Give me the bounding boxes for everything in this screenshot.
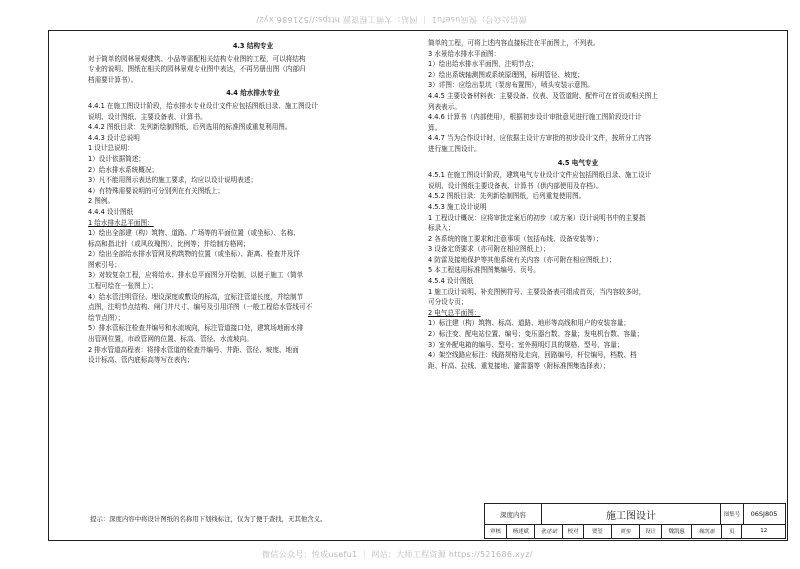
text-line: 1 给水排水总平面图： <box>88 218 154 227</box>
checker-name: 贾玺 <box>584 524 612 538</box>
text-line: 4.4.3 设计总说明 <box>88 133 140 142</box>
text-line: 3）详图：应绘出泵坑（泵房布置图），喷头安装示意图。 <box>428 81 594 90</box>
text-line: 标录入； <box>428 224 455 233</box>
text-line: 图索引号； <box>88 260 121 269</box>
text-line: 设计标高、管内底标高等写在表内； <box>88 356 194 365</box>
text-line: 1 设计总说明： <box>88 144 134 153</box>
section-heading: 4.3 结构专业 <box>232 42 274 50</box>
text-line: 5 本工程选用标准图图集编号、页号。 <box>428 266 540 275</box>
text-line: 2）绘出系统轴测图或系统原理图，标明管径、坡度； <box>428 70 584 79</box>
left-text-column <box>88 38 418 366</box>
text-line: 简单的工程，可将上述内容直接标注在平面图上，不列表。 <box>428 39 600 47</box>
text-line: 距、杆高、拉线、重复接地、避雷器等（附标准图集选择表）； <box>428 361 610 370</box>
hint-note: 提示：深度内容中将设计图纸的名称用下划线标注，仅为了便于查找，无其他含义。 <box>90 515 327 523</box>
drawing-title: 施工图设计 <box>542 504 721 524</box>
reviewer-signature: 张述斌 <box>535 524 563 538</box>
text-line: 2）标注变、配电站位置、编号；变压器台数、容量；发电机台数、容量； <box>428 330 644 339</box>
text-line: 4.4.1 在施工图设计阶段，给水排水专业设计文件应包括图纸目录、施工图设计 <box>88 101 318 110</box>
page-label: 页 <box>722 524 742 538</box>
text-line: 4.4.7 当为合作设计时，应依据主设计方审批的初步设计文件，按所分工内容 <box>428 134 652 143</box>
text-line: 4.4.4 设计图纸 <box>88 207 134 216</box>
text-line: 专业的说明、图纸在相关的园林景观专业图中表达，不再另册出图（内部归 <box>88 65 306 74</box>
designer-label: 设计 <box>640 524 662 538</box>
text-line: 出管网位置，市政管网的位置、标高、管径、水流坡向。 <box>88 335 253 344</box>
signature-row <box>485 524 785 538</box>
text-line: 对于简单的园林景观建筑、小品等需配相关结构专业图的工程，可以将结构 <box>88 54 306 63</box>
text-line: 2 各系统的施工要求和注意事项（包括布线、设备安装等）； <box>428 234 603 243</box>
text-line: 4.5.4 设计图纸 <box>428 277 474 286</box>
text-line: 3 设备定货要求（亦可附在相应图纸上）； <box>428 245 550 254</box>
checker-label: 校对 <box>563 524 583 538</box>
text-line: 工程可绘在一张图上）； <box>88 282 158 291</box>
text-line: 4.5.2 图纸目录：先列新绘制图纸，后列重复使用图。 <box>428 192 586 201</box>
text-line: 4.5.1 在施工图设计阶段，建筑电气专业设计文件应包括图纸目录、施工设计 <box>428 171 652 180</box>
text-line: 4）有特殊需要说明的可分别列在有关图纸上； <box>88 186 225 195</box>
text-line: 1）标注建（构）筑物、标高、道路、地形等高线和用户的安装容量； <box>428 319 631 328</box>
text-line: 算。 <box>428 123 442 132</box>
watermark-top: 微信公众号：悦成usefu1 ｜ 网站：大师工程资源 https://521686.xyz/ <box>256 15 527 24</box>
reviewer-name: 杨述斌 <box>507 524 535 538</box>
text-line: 1）设计依据简述； <box>88 154 145 163</box>
text-line: 3）室外配电箱的编号、型号；室外照明灯具的规格、型号、容量； <box>428 340 624 349</box>
atlas-number: 06SJ805 <box>750 510 778 518</box>
title-block-label: 深度内容 <box>485 504 542 524</box>
text-line: 档需要计算书）。 <box>88 75 138 84</box>
text-line: 2）绘出全部给水排水管网及构筑物的位置（或坐标）、距离、检查井及详 <box>88 250 300 259</box>
text-line: 进行施工图设计。 <box>428 144 481 153</box>
text-line: 4.5.3 施工设计说明 <box>428 202 487 211</box>
text-line: 1）绘出给水排水平面图，注明节点； <box>428 60 538 69</box>
text-line: 说明、设计图纸、主要设备表、计算书。 <box>88 112 207 121</box>
text-line: 1 施工设计说明、补充图例符号、主要设备表可组成首页，当内容较多时， <box>428 287 646 296</box>
text-line: 4 防雷及接地保护等其他系统有关内容（亦可附在相应图纸上）； <box>428 255 616 264</box>
text-line: 2）给水排水系统概况； <box>88 165 159 174</box>
text-line: 3）对较复杂工程，应将给水、排水总平面图分开绘制，以便于施工（简单 <box>88 271 304 280</box>
text-line: 4.4.5 主要设备材料表：主要设备、仪表、及管道附、配件可在首页或相关图上 <box>428 91 658 100</box>
text-line: 标高和指北针（或风玫瑰图）、比例等；并绘制方格网； <box>88 239 250 248</box>
text-line: 4.4.6 计算书（内部使用），根据初步设计审批意见进行施工图阶段设计计 <box>428 113 642 122</box>
checker-signature: 贾玺 <box>612 524 640 538</box>
atlas-label: 图集号 <box>721 504 744 524</box>
page-number: 12 <box>760 528 768 534</box>
title-block <box>484 503 786 539</box>
text-line: 点图，注明节点结构、闸门井尺寸、编号及引用详图（一般工程给水管线可不 <box>88 303 313 312</box>
section-heading: 4.4 给水排水专业 <box>226 89 280 98</box>
watermark-bottom: 微信公众号：悦成usefu1 ｜ 网站：大师工程资源 https://521686.xyz/ <box>262 550 533 559</box>
text-line: 4.4.2 图纸目录：先列新绘制图纸，后列选用的标准图或重复利用图。 <box>88 123 292 132</box>
text-line: 2 电气总平面图： <box>428 308 481 317</box>
text-line: 4）给水管注明管径、埋设深度或敷设的标高，宜标注管道长度，并绘制节 <box>88 292 304 301</box>
designer-signature: 魏凯惠 <box>692 524 722 538</box>
text-line: 说明、设计图纸主要设备表、计算书（供内部使用及存档）。 <box>428 181 603 190</box>
text-line: 2 图例。 <box>88 197 115 206</box>
text-line: 列表表示。 <box>428 102 461 111</box>
text-line: 3）凡不能用图示表达的施工要求，均应以设计说明表述； <box>88 176 258 185</box>
text-line: 绘节点图）； <box>88 313 125 322</box>
text-line: 3 水景给水排水平面图： <box>428 49 501 58</box>
section-heading: 4.5 电气专业 <box>557 158 599 167</box>
text-line: 1 工程设计概况：应将审批定案后的初步（或方案）设计说明书中的主要指 <box>428 213 646 222</box>
text-line: 2 排水管道高程表：将排水管道的检查井编号、井距、管径、坡度、地面 <box>88 345 299 354</box>
text-line: 1）绘出全部建（构）筑物、道路、广场等的平面位置（或坐标）、名称、 <box>88 229 300 238</box>
text-line: 4）架空线路应标注：线路规格及走向，回路编号，杆位编号，档数、档 <box>428 351 637 360</box>
reviewer-label: 审核 <box>485 524 507 538</box>
right-text-column <box>428 38 728 371</box>
text-line: 5）排水管标注检查井编号和水流坡向，标注管道接口处，建筑场地雨水排 <box>88 324 304 333</box>
designer-name: 魏凯惠 <box>662 524 692 538</box>
text-line: 可分设专页； <box>428 298 468 307</box>
